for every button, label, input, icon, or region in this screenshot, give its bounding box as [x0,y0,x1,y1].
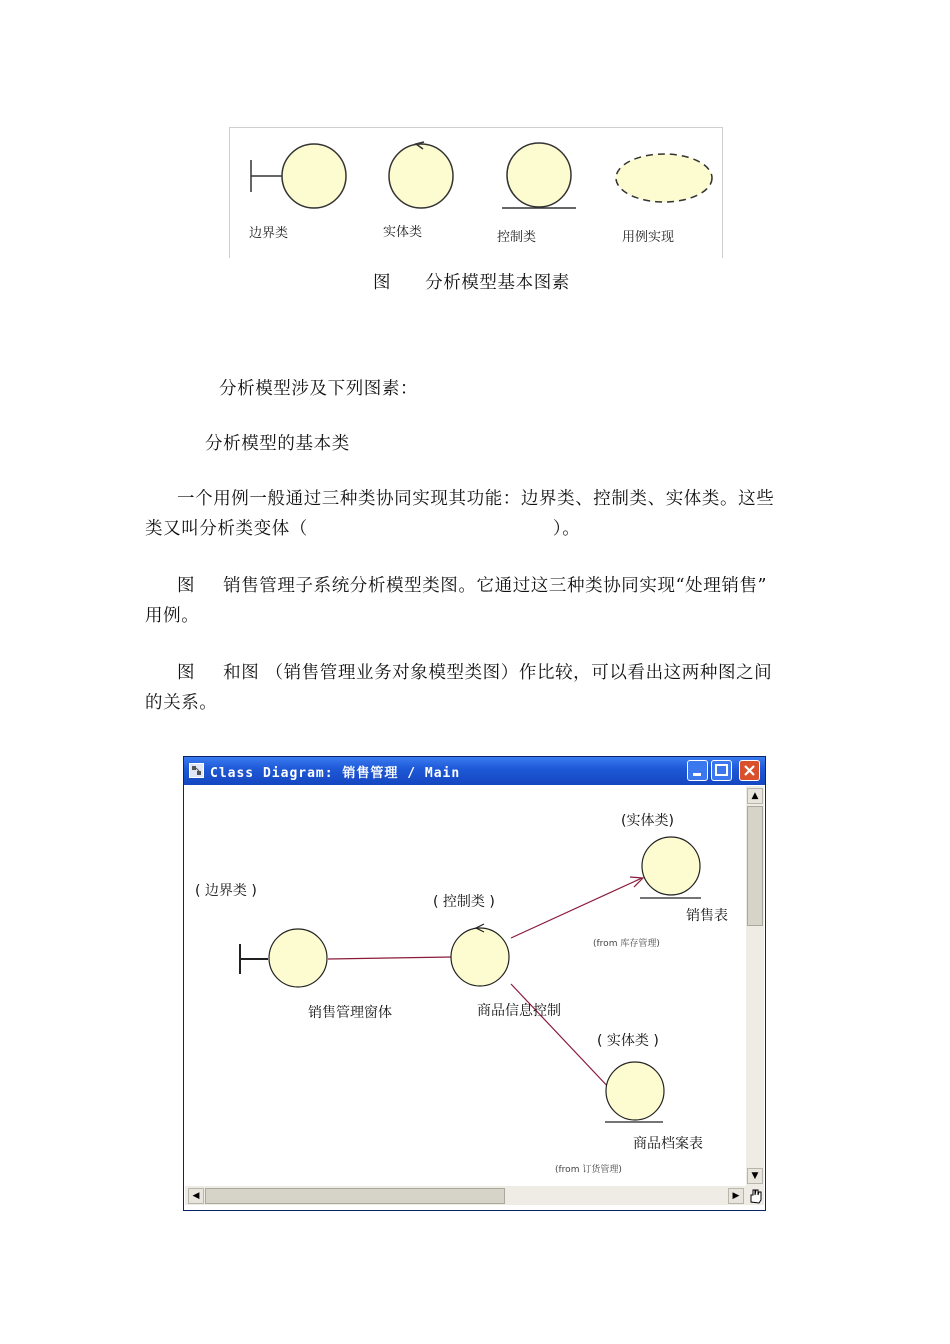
entity-class-icon [389,142,453,208]
association-control-sales [511,878,642,938]
figure-ref: 图 [177,576,196,596]
close-button[interactable] [739,760,760,781]
stereotype-boundary: ( 边界类 ) [195,883,257,899]
class-diagram-window [183,756,766,1211]
maximize-icon [712,761,731,780]
caption-prefix: 图 [373,273,392,293]
section-heading-basic-classes: 分析模型的基本类 [205,434,350,454]
line2-start: 类又叫分析类变体（ [145,519,308,539]
control-class-label: 控制类 [497,230,537,245]
window-title-bar[interactable] [184,757,765,785]
window-title: Class Diagram: 销售管理 / Main [210,766,461,781]
analysis-elements-figure [229,127,723,258]
paragraph-compare-line2: 的关系。 [145,693,218,713]
from-note-bottom: (from 订货管理) [555,1165,622,1175]
entity-class-node-product [605,1062,664,1122]
minimize-icon [688,761,707,780]
vertical-scrollbar[interactable] [746,786,764,1186]
paragraph-three-classes-line2 [145,514,580,544]
scroll-left-button[interactable]: ◀ [188,1188,204,1204]
paragraph-three-classes-line1: 一个用例一般通过三种类协同实现其功能：边界类、控制类、实体类。这些 [177,489,775,509]
class-name-product[interactable]: 商品档案表 [633,1136,703,1152]
class-name-control[interactable]: 商品信息控制 [477,1003,561,1019]
app-icon [189,763,204,778]
sales-diagram-text: 销售管理子系统分析模型类图。它通过这三种类协同实现“处理销售” [223,576,768,596]
scroll-down-button[interactable]: ▼ [747,1168,763,1184]
class-name-sales[interactable]: 销售表 [686,908,728,924]
maximize-button[interactable] [711,760,732,781]
paragraph-sales-diagram-line1 [177,571,767,601]
scroll-up-button[interactable]: ▲ [747,788,763,804]
use-case-realization-icon [616,154,712,202]
paragraph-sales-diagram-line2: 用例。 [145,606,200,626]
boundary-class-icon [251,144,346,208]
horizontal-scroll-thumb[interactable] [205,1188,505,1204]
caption-text: 分析模型基本图素 [425,273,570,293]
compare-text: 和图 （销售管理业务对象模型类图）作比较，可以看出这两种图之间 [223,663,773,683]
close-icon [740,761,759,780]
minimize-button[interactable] [687,760,708,781]
horizontal-scrollbar[interactable] [185,1186,746,1205]
boundary-class-node [240,929,327,987]
line2-end: ）。 [552,519,581,539]
diagram-canvas[interactable] [185,786,745,1186]
control-class-node [451,924,509,986]
stereotype-entity-bottom: ( 实体类 ) [597,1033,659,1049]
vertical-scroll-thumb[interactable] [747,806,763,926]
boundary-class-label: 边界类 [249,226,289,241]
figure1-caption [373,268,570,298]
stereotype-control: ( 控制类 ) [433,894,495,910]
hand-icon [746,1186,764,1205]
entity-class-label: 实体类 [383,225,423,240]
entity-class-node-sales [640,837,701,898]
association-boundary-control [328,957,452,959]
diagram-svg [185,786,745,1186]
use-case-realization-label: 用例实现 [622,230,675,245]
stereotype-entity-top: (实体类) [621,813,674,829]
class-name-boundary[interactable]: 销售管理窗体 [308,1005,392,1021]
paragraph-elements-intro: 分析模型涉及下列图素： [219,379,419,399]
control-class-icon [502,143,576,208]
from-note-top: (from 库存管理) [593,939,660,949]
paragraph-compare-line1 [177,658,772,688]
scroll-right-button[interactable]: ▶ [728,1188,744,1204]
figure-ref: 图 [177,663,196,683]
size-grip[interactable] [746,1186,764,1205]
